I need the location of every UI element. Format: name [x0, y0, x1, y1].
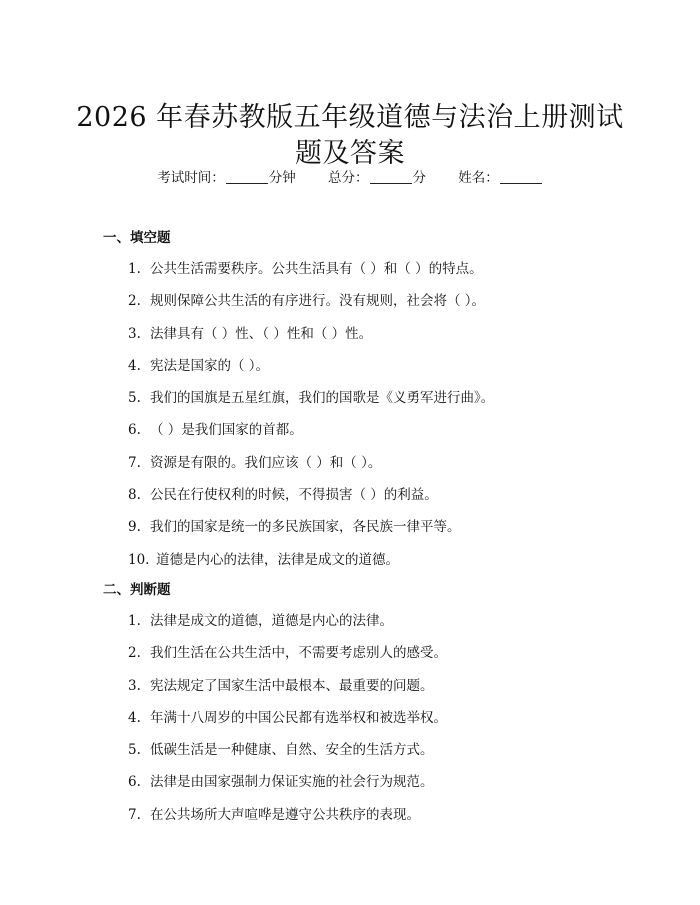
question-number: 1. — [128, 613, 141, 629]
question-text: 我们生活在公共生活中，不需要考虑别人的感受。 — [150, 645, 447, 662]
score-blank — [370, 169, 412, 184]
question-item — [128, 643, 447, 675]
question-item — [128, 259, 494, 291]
name-label: 姓名： — [458, 170, 499, 186]
question-text: 在公共场所大声喧哗是遵守公共秩序的表现。 — [150, 806, 420, 823]
question-text: 法律是由国家强制力保证实施的社会行为规范。 — [150, 774, 434, 791]
page-title — [0, 100, 700, 172]
question-item — [128, 291, 494, 323]
question-text: 年满十八周岁的中国公民都有选举权和被选举权。 — [150, 709, 447, 726]
section-heading-true-false: 二、判断题 — [103, 582, 171, 598]
question-item — [128, 708, 447, 740]
time-blank — [226, 169, 268, 184]
question-number: 6. — [128, 422, 141, 439]
exam-meta — [0, 168, 700, 188]
title-line-1: 2026 年春苏教版五年级道德与法治上册测试 — [76, 102, 624, 134]
question-number: 10. — [128, 551, 150, 568]
question-item — [128, 517, 494, 549]
question-item — [128, 550, 494, 582]
question-text: 公共生活需要秩序。公共生活具有（ ）和（ ）的特点。 — [150, 261, 483, 277]
question-item — [128, 805, 447, 837]
score-field — [328, 168, 426, 188]
question-number: 2. — [128, 645, 141, 662]
question-number: 7. — [128, 454, 141, 471]
question-text: 资源是有限的。我们应该（ ）和（ ）。 — [150, 454, 382, 471]
question-number: 5. — [128, 390, 141, 407]
question-number: 1. — [128, 261, 141, 277]
question-number: 4. — [128, 709, 141, 726]
question-item — [128, 388, 494, 420]
question-number: 8. — [128, 487, 141, 504]
question-item — [128, 485, 494, 517]
question-number: 7. — [128, 806, 141, 823]
name-field — [458, 168, 543, 188]
question-item — [128, 453, 494, 485]
question-text: （ ）是我们国家的首都。 — [150, 422, 303, 439]
question-item — [128, 740, 447, 772]
question-number: 9. — [128, 519, 141, 536]
question-item — [128, 324, 494, 356]
fill-blank-question-list — [128, 259, 494, 582]
question-text: 宪法规定了国家生活中最根本、最重要的问题。 — [150, 677, 434, 694]
question-text: 宪法是国家的（ ）。 — [150, 357, 270, 374]
section-heading-fill-blank: 一、填空题 — [103, 230, 171, 246]
question-item — [128, 611, 447, 643]
question-item — [128, 420, 494, 452]
score-label: 总分： — [328, 170, 369, 186]
true-false-question-list — [128, 611, 447, 837]
question-item — [128, 356, 494, 388]
question-text: 低碳生活是一种健康、自然、安全的生活方式。 — [150, 742, 434, 759]
time-unit: 分钟 — [268, 170, 296, 186]
question-text: 公民在行使权利的时候，不得损害（ ）的利益。 — [150, 487, 438, 504]
title-line-2: 题及答案 — [295, 138, 405, 170]
score-unit: 分 — [412, 170, 426, 186]
question-text: 法律具有（ ）性、（ ）性和（ ）性。 — [150, 325, 373, 342]
question-text: 我们的国家是统一的多民族国家，各民族一律平等。 — [150, 519, 461, 536]
question-number: 2. — [128, 293, 141, 310]
question-number: 5. — [128, 742, 141, 759]
time-label: 考试时间： — [157, 170, 225, 186]
question-text: 法律是成文的道德，道德是内心的法律。 — [150, 613, 393, 629]
question-text: 我们的国旗是五星红旗，我们的国歌是《义勇军进行曲》。 — [150, 390, 495, 407]
question-item — [128, 772, 447, 804]
question-number: 3. — [128, 677, 141, 694]
question-text: 规则保障公共生活的有序进行。没有规则，社会将（ ）。 — [150, 293, 486, 310]
question-item — [128, 676, 447, 708]
question-text: 道德是内心的法律，法律是成文的道德。 — [156, 551, 399, 568]
question-number: 6. — [128, 774, 141, 791]
question-number: 3. — [128, 325, 141, 342]
question-number: 4. — [128, 357, 141, 374]
name-blank — [500, 169, 542, 184]
exam-time-field — [157, 168, 296, 188]
